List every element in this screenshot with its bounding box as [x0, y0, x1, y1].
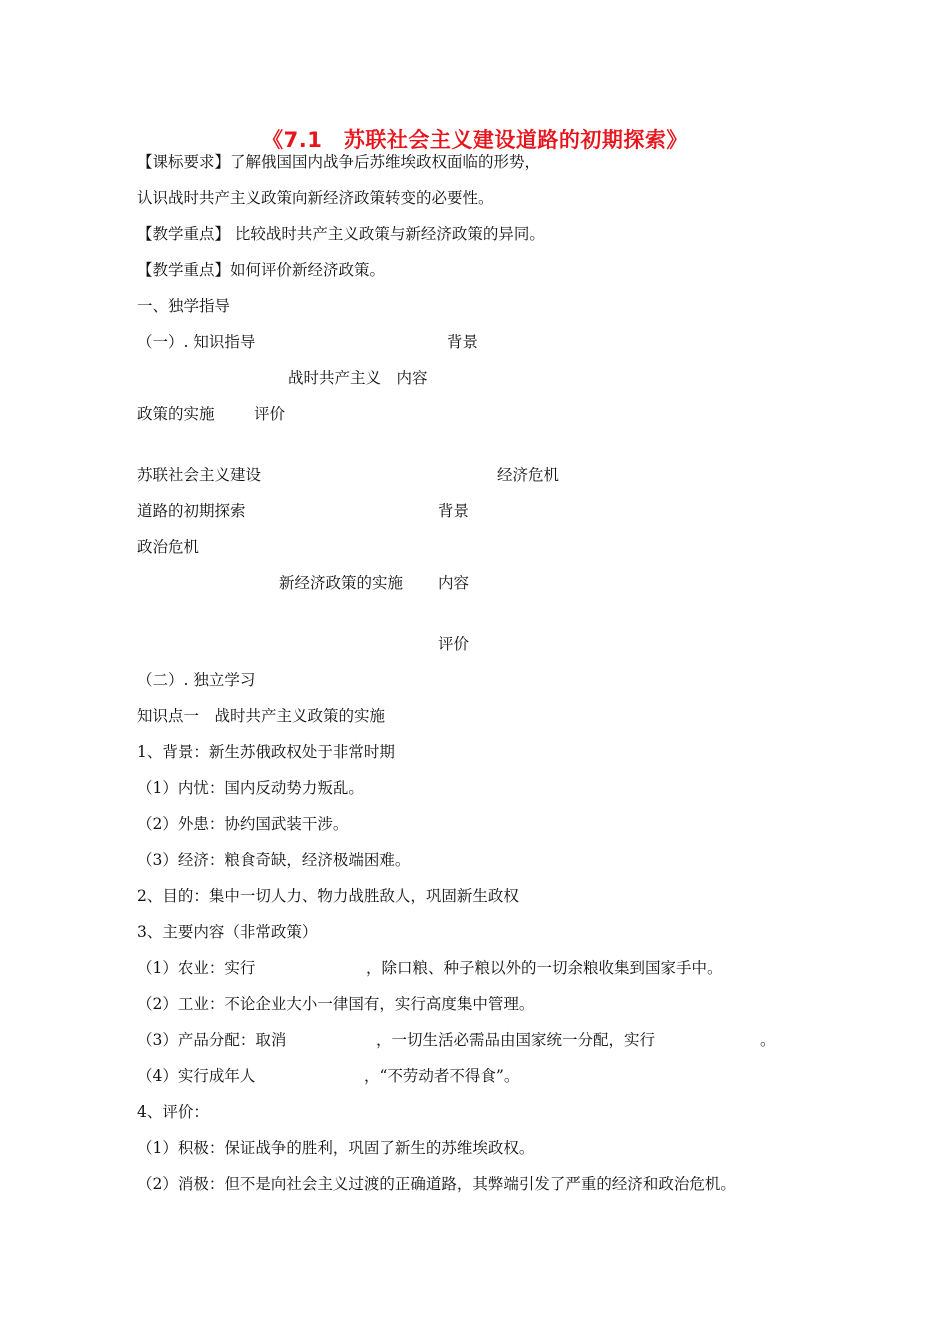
background-title: 1、背景：新生苏俄政权处于非常时期 — [137, 743, 395, 761]
purpose-line: 2、目的：集中一切人力、物力战胜敌人，巩固新生政权 — [137, 887, 519, 905]
diagram-war-communism-content: 战时共产主义 内容 — [288, 369, 428, 387]
background-item-3: （3）经济：粮食奇缺，经济极端困难。 — [137, 851, 411, 869]
diagram-background-2: 背景 — [438, 502, 470, 520]
knowledge-point-1: 知识点一 战时共产主义政策的实施 — [137, 707, 386, 725]
diagram-root-line-2: 道路的初期探索 — [137, 502, 246, 520]
diagram-economic-crisis: 经济危机 — [497, 466, 560, 484]
evaluation-negative: （2）消极：但不是向社会主义过渡的正确道路，其弊端引发了严重的经济和政治危机。 — [137, 1175, 736, 1193]
independent-study-heading: （二）. 独立学习 — [137, 671, 256, 689]
content-item-3-end: 。 — [760, 1031, 776, 1049]
main-content-title: 3、主要内容（非常政策） — [137, 923, 318, 941]
content-item-1-end: ，除口粮、种子粮以外的一切余粮收集到国家手中。 — [366, 959, 723, 977]
evaluation-positive: （1）积极：保证战争的胜利，巩固了新生的苏维埃政权。 — [137, 1139, 535, 1157]
diagram-background-1: 背景 — [447, 333, 479, 351]
content-item-3-middle: ，一切生活必需品由国家统一分配，实行 — [376, 1031, 656, 1049]
knowledge-guide-heading: （一）. 知识指导 — [137, 333, 256, 351]
section-heading-1: 一、独学指导 — [137, 297, 231, 315]
content-item-2: （2）工业：不论企业大小一律国有，实行高度集中管理。 — [137, 995, 535, 1013]
requirements-line-2: 认识战时共产主义政策向新经济政策转变的必要性。 — [137, 189, 494, 207]
content-item-1-start: （1）农业：实行 — [137, 959, 256, 977]
diagram-content-2: 内容 — [438, 574, 470, 592]
diagram-root-line-1: 苏联社会主义建设 — [137, 466, 262, 484]
key-point-line-1: 【教学重点】 比较战时共产主义政策与新经济政策的异同。 — [137, 225, 545, 243]
evaluation-title: 4、评价： — [137, 1103, 209, 1121]
diagram-political-crisis: 政治危机 — [137, 538, 200, 556]
background-item-2: （2）外患：协约国武装干涉。 — [137, 815, 349, 833]
diagram-evaluation-2: 评价 — [438, 635, 470, 653]
content-item-4-start: （4）实行成年人 — [137, 1067, 256, 1085]
diagram-policy-implementation: 政策的实施 — [137, 405, 215, 423]
content-item-3-start: （3）产品分配：取消 — [137, 1031, 287, 1049]
diagram-nep-implementation: 新经济政策的实施 — [279, 574, 404, 592]
key-point-line-2: 【教学重点】如何评价新经济政策。 — [137, 261, 386, 279]
requirements-line-1: 【课标要求】了解俄国国内战争后苏维埃政权面临的形势， — [137, 153, 541, 171]
background-item-1: （1）内忧：国内反动势力叛乱。 — [137, 779, 364, 797]
page-title: 《7.1 苏联社会主义建设道路的初期探索》 — [262, 128, 688, 152]
content-item-4-end: ，“不劳动者不得食”。 — [364, 1067, 520, 1085]
diagram-evaluation-1: 评价 — [254, 405, 286, 423]
